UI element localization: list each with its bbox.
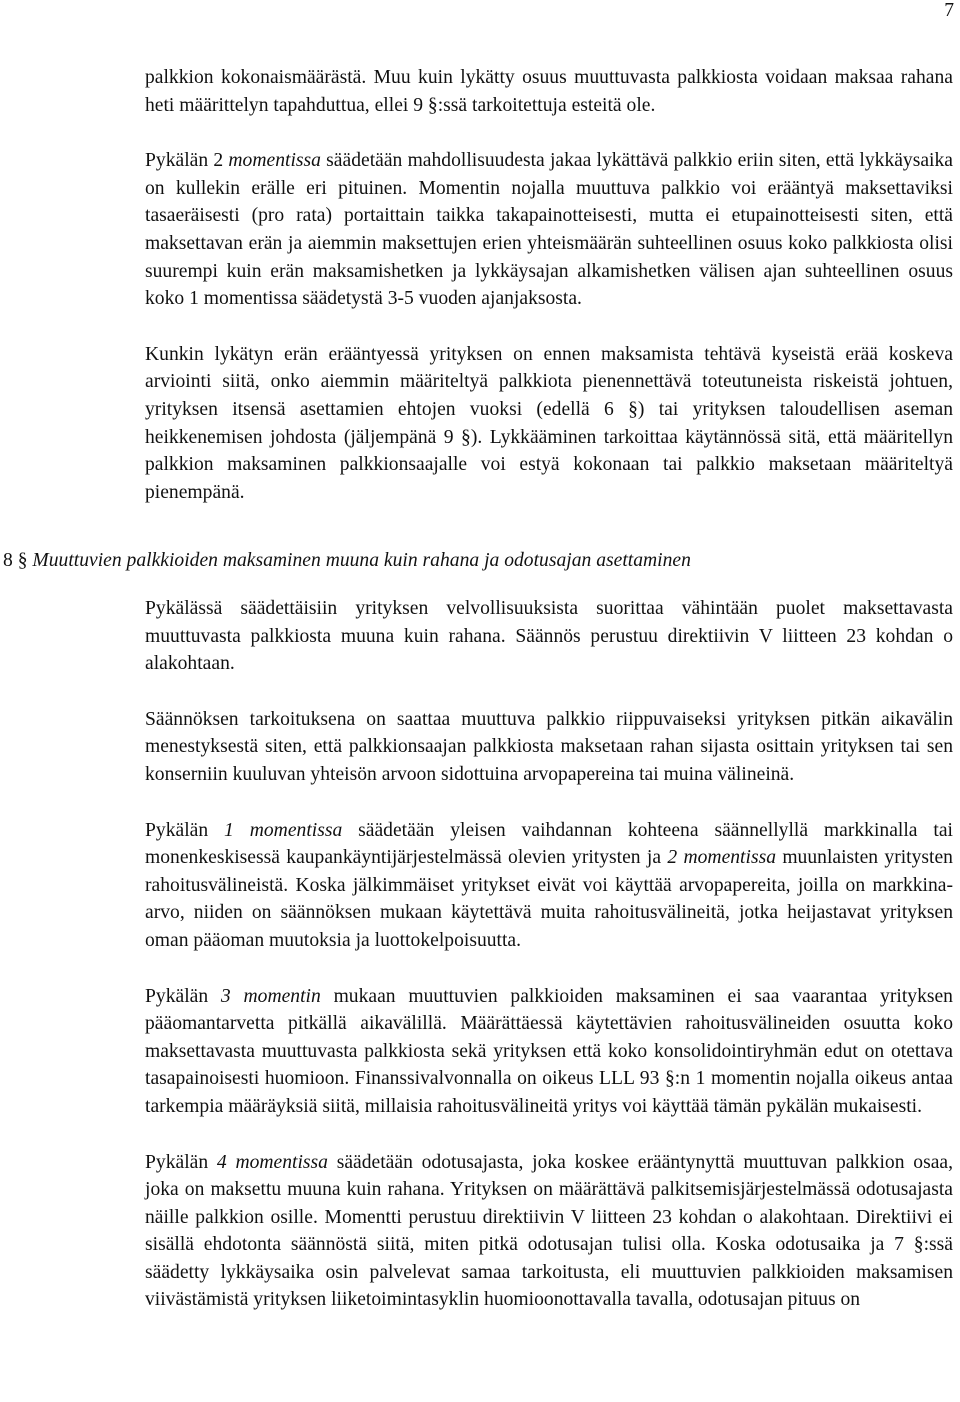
text-run: muunlaisten yritysten rahoitusvälineistä. Koska jälkimmäiset yritykset eivät voi käyttää arvopapereita, joilla on markkina-arvo, niiden on säännöksen mukaan käytettävä muita rahoitusvälineitä, jotka heijastavat yrityksen oman pääoman muutoksia ja luottokelpoisuutta. xyxy=(145,847,953,951)
paragraph xyxy=(145,341,953,507)
section-heading xyxy=(3,547,691,575)
text-run: Pykälän xyxy=(145,819,225,841)
emphasis-text: 2 momentissa xyxy=(667,847,776,869)
paragraph xyxy=(145,1149,953,1315)
body-text-lower xyxy=(145,595,953,1314)
paragraph xyxy=(145,983,953,1121)
section-title: Muuttuvien palkkioiden maksaminen muuna kuin rahana ja odotusajan asettaminen xyxy=(32,550,691,571)
text-run: säädetään yleisen vaihdannan kohteena säännellyllä markkinalla tai monenkeskisessä kaupankäyntijärjestelmässä olevien yritysten ja xyxy=(145,819,953,869)
paragraph xyxy=(145,817,953,955)
paragraph xyxy=(145,64,953,119)
paragraph xyxy=(145,706,953,789)
text-run: Pykälän 2 xyxy=(145,150,229,172)
text-run: Pykälän xyxy=(145,985,221,1007)
emphasis-text: momentissa xyxy=(228,150,321,172)
body-text-upper xyxy=(145,64,953,506)
paragraph xyxy=(145,147,953,313)
emphasis-text: 1 momentissa xyxy=(224,819,343,841)
emphasis-text: 4 momentissa xyxy=(216,1151,328,1173)
text-run: Pykälässä säädettäisiin yrityksen velvollisuuksista suorittaa vähintään puolet maksettavasta muuttuvasta palkkiosta muuna kuin rahana. Säännös perustuu direktiivin V liitteen 23 kohdan o alakohtaan. xyxy=(145,598,953,675)
text-run: Säännöksen tarkoituksena on saattaa muuttuva palkkio riippuvaiseksi yrityksen pitkän aikavälin menestyksestä siten, että palkkionsaajan palkkiosta maksetaan rahan sijasta osittain yrityksen tai sen konserniin kuuluvan yhteisön arvoon sidottuina arvopapereina tai muina välineinä. xyxy=(145,708,953,785)
text-run: Pykälän xyxy=(145,1151,217,1173)
text-run: Kunkin lykätyn erän erääntyessä yrityksen on ennen maksamista tehtävä kyseistä erää koskeva arviointi siitä, onko aiemmin määriteltyä palkkiota pienennettävä toteutuneista riskeistä johtuen, yrityksen itsensä asettamien ehtojen vuoksi (edellä 6 §) tai yrityksen taloudellisen aseman heikkenemisen johdosta (jäljempänä 9 §). Lykkääminen tarkoittaa käytännössä sitä, että määritellyn palkkion maksaminen palkkionsaajalle voi estyä kokonaan tai palkkio maksetaan määriteltyä pienempänä. xyxy=(145,343,953,503)
text-run: palkkion kokonaismäärästä. Muu kuin lykätty osuus muuttuvasta palkkiosta voidaan maksaa rahana heti määrittelyn tapahduttua, ellei 9 §:ssä tarkoitettuja esteitä ole. xyxy=(145,67,953,116)
section-number: 8 xyxy=(3,550,13,571)
text-run: säädetään mahdollisuudesta jakaa lykättävä palkkio eriin siten, että lykkäysaika on kullekin erälle eri pituinen. Momentin nojalla muuttuva palkkio voi erääntyä maksettaviksi tasaeräisesti (pro rata) portaittain taikka takapainotteisesti, mutta ei etupainotteisesti siten, että maksettavan erän ja aiemmin maksettujen erien yhteismäärän suhteellinen osuus koko palkkiosta olisi suurempi kuin erän maksamishetken ja lykkäysajan alkamishetken välisen ajan suhteellinen osuus koko 1 momentissa säädetystä 3-5 vuoden ajanjaksosta. xyxy=(145,150,953,310)
paragraph xyxy=(145,595,953,678)
section-mark: § xyxy=(17,550,28,571)
text-run: mukaan muuttuvien palkkioiden maksaminen ei saa vaarantaa yrityksen pääomantarvetta pitkällä aikavälillä. Määrättäessä käytettävien rahoitusvälineiden osuutta koko maksettavasta muuttuvasta palkkiosta sekä yrityksen että koko konsolidointiryhmän edut on otettava tasapainoisesti huomioon. Finanssivalvonnalla on oikeus LLL 93 §:n 1 momentin nojalla oikeus antaa tarkempia määräyksiä siitä, millaisia rahoitusvälineitä yritys voi käyttää tämän pykälän mukaisesti. xyxy=(145,985,953,1117)
page-number: 7 xyxy=(944,0,954,21)
emphasis-text: 3 momentin xyxy=(220,985,321,1007)
text-run: säädetään odotusajasta, joka koskee erääntynyttä muuttuvan palkkion osaa, joka on maksettu muuna kuin rahana. Yrityksen on määrättävä palkitsemisjärjestelmässä odotusajasta näille palkkion osille. Momentti perustuu direktiivin V liitteen 23 kohdan o alakohtaan. Direktiivi ei sisällä ehdotonta säännöstä siitä, miten pitkä odotusajan tulisi olla. Koska odotusaika ja 7 §:ssä säädetty lykkäysaika osin palvelevat samaa tarkoitusta, eli muuttuvien palkkioiden maksamisen viivästämistä yrityksen liiketoimintasyklin huomioonottavalla tavalla, odotusajan pituus on xyxy=(145,1151,953,1311)
